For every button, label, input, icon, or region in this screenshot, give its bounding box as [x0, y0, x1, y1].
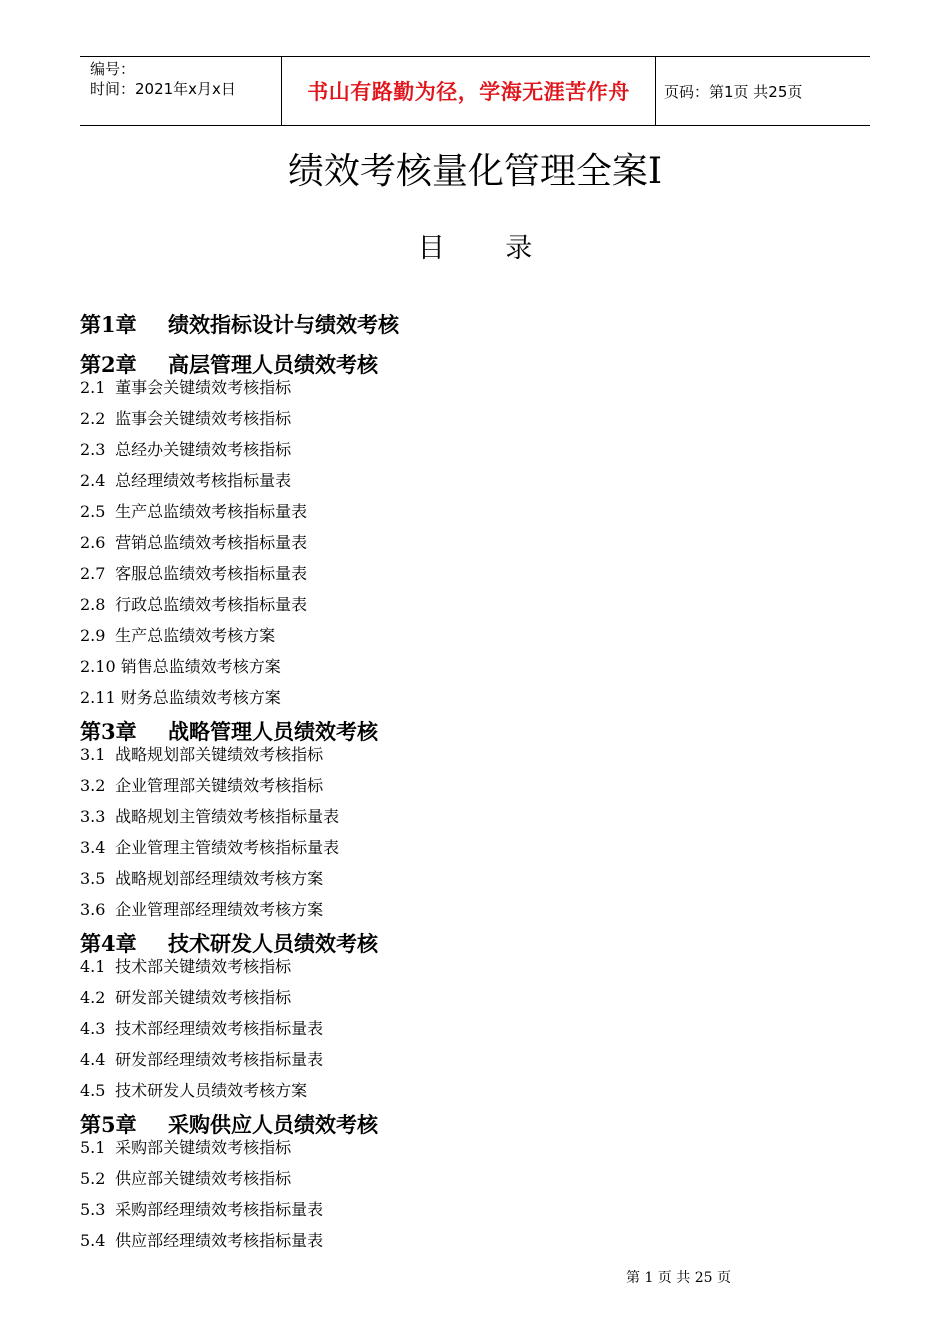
item-title: 采购部经理绩效考核指标量表	[115, 1200, 324, 1219]
toc-item[interactable]	[80, 745, 870, 776]
page-footer: 第 1 页 共 25 页	[626, 1270, 731, 1286]
header-motto: 书山有路勤为径，学海无涯苦作舟	[281, 57, 656, 125]
page-header	[80, 56, 870, 126]
item-number: 2.11	[80, 688, 116, 707]
toc-item[interactable]	[80, 838, 870, 869]
toc-item[interactable]	[80, 657, 870, 688]
item-title: 企业管理部经理绩效考核方案	[115, 900, 324, 919]
toc-item[interactable]	[80, 1231, 870, 1262]
toc-item[interactable]	[80, 595, 870, 626]
chapter-number: 第4章	[80, 931, 137, 956]
toc-chapter[interactable]	[80, 312, 870, 338]
item-title: 总经理绩效考核指标量表	[115, 471, 292, 490]
item-title: 监事会关键绩效考核指标	[115, 409, 292, 428]
toc-item[interactable]	[80, 988, 870, 1019]
item-number: 2.10	[80, 657, 116, 676]
item-number: 2.3	[80, 440, 106, 459]
item-number: 2.2	[80, 409, 106, 428]
item-number: 2.8	[80, 595, 106, 614]
item-title: 战略规划主管绩效考核指标量表	[115, 807, 340, 826]
toc-item[interactable]	[80, 1050, 870, 1081]
item-number: 5.1	[80, 1138, 106, 1157]
document-number-label: 编号：	[90, 60, 136, 78]
chapter-title: 绩效指标设计与绩效考核	[168, 312, 399, 337]
item-title: 行政总监绩效考核指标量表	[115, 595, 308, 614]
toc-chapter[interactable]	[80, 352, 870, 378]
toc-item[interactable]	[80, 378, 870, 409]
toc-item[interactable]	[80, 502, 870, 533]
item-number: 2.4	[80, 471, 106, 490]
item-number: 5.2	[80, 1169, 106, 1188]
chapter-title: 高层管理人员绩效考核	[168, 352, 378, 377]
toc-item[interactable]	[80, 900, 870, 931]
item-number: 4.1	[80, 957, 106, 976]
toc-item[interactable]	[80, 869, 870, 900]
chapter-title: 技术研发人员绩效考核	[168, 931, 378, 956]
toc-item[interactable]	[80, 409, 870, 440]
toc-heading: 目 录	[417, 233, 559, 264]
item-number: 4.5	[80, 1081, 106, 1100]
toc-item[interactable]	[80, 807, 870, 838]
item-number: 4.4	[80, 1050, 106, 1069]
chapter-title: 战略管理人员绩效考核	[168, 719, 378, 744]
toc-chapter[interactable]	[80, 1112, 870, 1138]
item-number: 4.2	[80, 988, 106, 1007]
toc-chapter[interactable]	[80, 931, 870, 957]
chapter-number: 第2章	[80, 352, 137, 377]
toc-item[interactable]	[80, 1138, 870, 1169]
item-title: 销售总监绩效考核方案	[120, 657, 281, 676]
item-title: 研发部经理绩效考核指标量表	[115, 1050, 324, 1069]
toc-item[interactable]	[80, 1200, 870, 1231]
item-number: 5.4	[80, 1231, 106, 1250]
item-number: 2.6	[80, 533, 106, 552]
item-number: 3.3	[80, 807, 106, 826]
item-title: 研发部关键绩效考核指标	[115, 988, 292, 1007]
header-page-info: 页码：第1页 共25页	[664, 82, 803, 101]
item-number: 2.1	[80, 378, 106, 397]
item-title: 战略规划部关键绩效考核指标	[115, 745, 324, 764]
toc-item[interactable]	[80, 564, 870, 595]
toc-item[interactable]	[80, 776, 870, 807]
item-number: 4.3	[80, 1019, 106, 1038]
item-title: 供应部关键绩效考核指标	[115, 1169, 292, 1188]
item-number: 3.4	[80, 838, 106, 857]
item-title: 营销总监绩效考核指标量表	[115, 533, 308, 552]
item-number: 2.5	[80, 502, 106, 521]
item-title: 总经办关键绩效考核指标	[115, 440, 292, 459]
item-number: 5.3	[80, 1200, 106, 1219]
item-title: 企业管理主管绩效考核指标量表	[115, 838, 340, 857]
item-number: 3.2	[80, 776, 106, 795]
document-title: 绩效考核量化管理全案Ⅰ	[287, 151, 663, 192]
toc-chapter[interactable]	[80, 719, 870, 745]
toc-item[interactable]	[80, 533, 870, 564]
item-title: 企业管理部关键绩效考核指标	[115, 776, 324, 795]
item-title: 生产总监绩效考核指标量表	[115, 502, 308, 521]
item-title: 技术研发人员绩效考核方案	[115, 1081, 308, 1100]
header-meta	[90, 59, 236, 99]
item-title: 生产总监绩效考核方案	[115, 626, 276, 645]
toc-item[interactable]	[80, 626, 870, 657]
item-title: 财务总监绩效考核方案	[120, 688, 281, 707]
item-number: 2.9	[80, 626, 106, 645]
item-number: 3.6	[80, 900, 106, 919]
toc-item[interactable]	[80, 957, 870, 988]
toc-item[interactable]	[80, 1019, 870, 1050]
chapter-title: 采购供应人员绩效考核	[168, 1112, 378, 1137]
toc-item[interactable]	[80, 1081, 870, 1112]
item-title: 董事会关键绩效考核指标	[115, 378, 292, 397]
item-number: 2.7	[80, 564, 106, 583]
item-title: 技术部关键绩效考核指标	[115, 957, 292, 976]
chapter-number: 第3章	[80, 719, 137, 744]
toc-item[interactable]	[80, 1169, 870, 1200]
item-number: 3.5	[80, 869, 106, 888]
table-of-contents	[80, 312, 870, 1262]
item-title: 采购部关键绩效考核指标	[115, 1138, 292, 1157]
toc-item[interactable]	[80, 440, 870, 471]
document-date: 时间：2021年x月x日	[90, 80, 236, 98]
item-title: 战略规划部经理绩效考核方案	[115, 869, 324, 888]
toc-item[interactable]	[80, 688, 870, 719]
item-title: 客服总监绩效考核指标量表	[115, 564, 308, 583]
toc-item[interactable]	[80, 471, 870, 502]
item-title: 供应部经理绩效考核指标量表	[115, 1231, 324, 1250]
chapter-number: 第5章	[80, 1112, 137, 1137]
item-title: 技术部经理绩效考核指标量表	[115, 1019, 324, 1038]
chapter-number: 第1章	[80, 312, 137, 337]
item-number: 3.1	[80, 745, 106, 764]
